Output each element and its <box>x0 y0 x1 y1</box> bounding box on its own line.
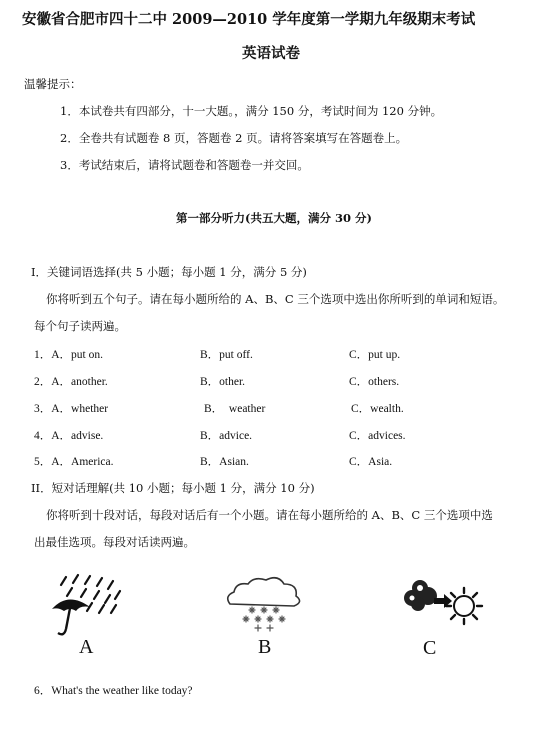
notice-item-3: 3．考试结束后，请将试题卷和答题卷一并交回。 <box>60 158 309 172</box>
q4-option-c: C．advices. <box>349 430 406 442</box>
q5-option-a: 5．A．America. <box>34 456 114 468</box>
section2-heading: II．短对话理解(共 10 小题；每小题 1 分，满分 10 分) <box>31 481 315 495</box>
q4-option-b: B．advice. <box>200 430 253 442</box>
picture-c-label: C <box>423 637 437 659</box>
q4-option-a: 4．A．advise. <box>34 430 104 442</box>
section1-instruction-cont: 每个句子读两遍。 <box>34 319 126 333</box>
picture-a-label: A <box>79 636 94 658</box>
q2-option-b: B．other. <box>200 376 246 388</box>
notice-heading: 温馨提示： <box>24 77 82 91</box>
snow-cloud-icon <box>222 574 306 632</box>
q2-option-c: C．others. <box>349 376 400 388</box>
q3-option-b: B． weather <box>204 403 266 415</box>
q1-option-b: B．put off. <box>200 349 253 361</box>
question-6: 6．What's the weather like today? <box>34 685 193 697</box>
q1-option-a: 1．A．put on. <box>34 349 103 361</box>
section1-instruction: 你将听到五个句子。请在每小题所给的 A、B、C 三个选项中选出你所听到的单词和短语。 <box>46 292 505 306</box>
part1-heading: 第一部分听力(共五大题，满分 30 分) <box>176 211 372 225</box>
section2-instruction-cont: 出最佳选项。每段对话读两遍。 <box>34 535 195 549</box>
q5-option-c: C．Asia. <box>349 456 393 468</box>
rain-umbrella-icon <box>46 573 126 641</box>
q1-option-c: C．put up. <box>349 349 401 361</box>
notice-item-2: 2．全卷共有试题卷 8 页，答题卷 2 页。请将答案填写在答题卷上。 <box>60 131 408 145</box>
q5-option-b: B．Asian. <box>200 456 249 468</box>
q2-option-a: 2．A．another. <box>34 376 108 388</box>
section2-instruction: 你将听到十段对话，每段对话后有一个小题。请在每小题所给的 A、B、C 三个选项中选 <box>46 508 493 522</box>
cloudy-to-sunny-icon <box>398 574 484 634</box>
page-title: 安徽省合肥市四十二中 2009—2010 学年度第一学期九年级期末考试 <box>22 11 476 28</box>
picture-b-label: B <box>258 636 272 658</box>
q3-option-a: 3．A．whether <box>34 403 109 415</box>
q3-option-c: C．wealth. <box>351 403 404 415</box>
paper-subtitle: 英语试卷 <box>242 45 300 62</box>
section1-heading: I．关键词语选择(共 5 小题；每小题 1 分，满分 5 分) <box>31 265 307 279</box>
notice-item-1: 1．本试卷共有四部分，十一大题。，满分 150 分，考试时间为 120 分钟。 <box>60 104 443 118</box>
